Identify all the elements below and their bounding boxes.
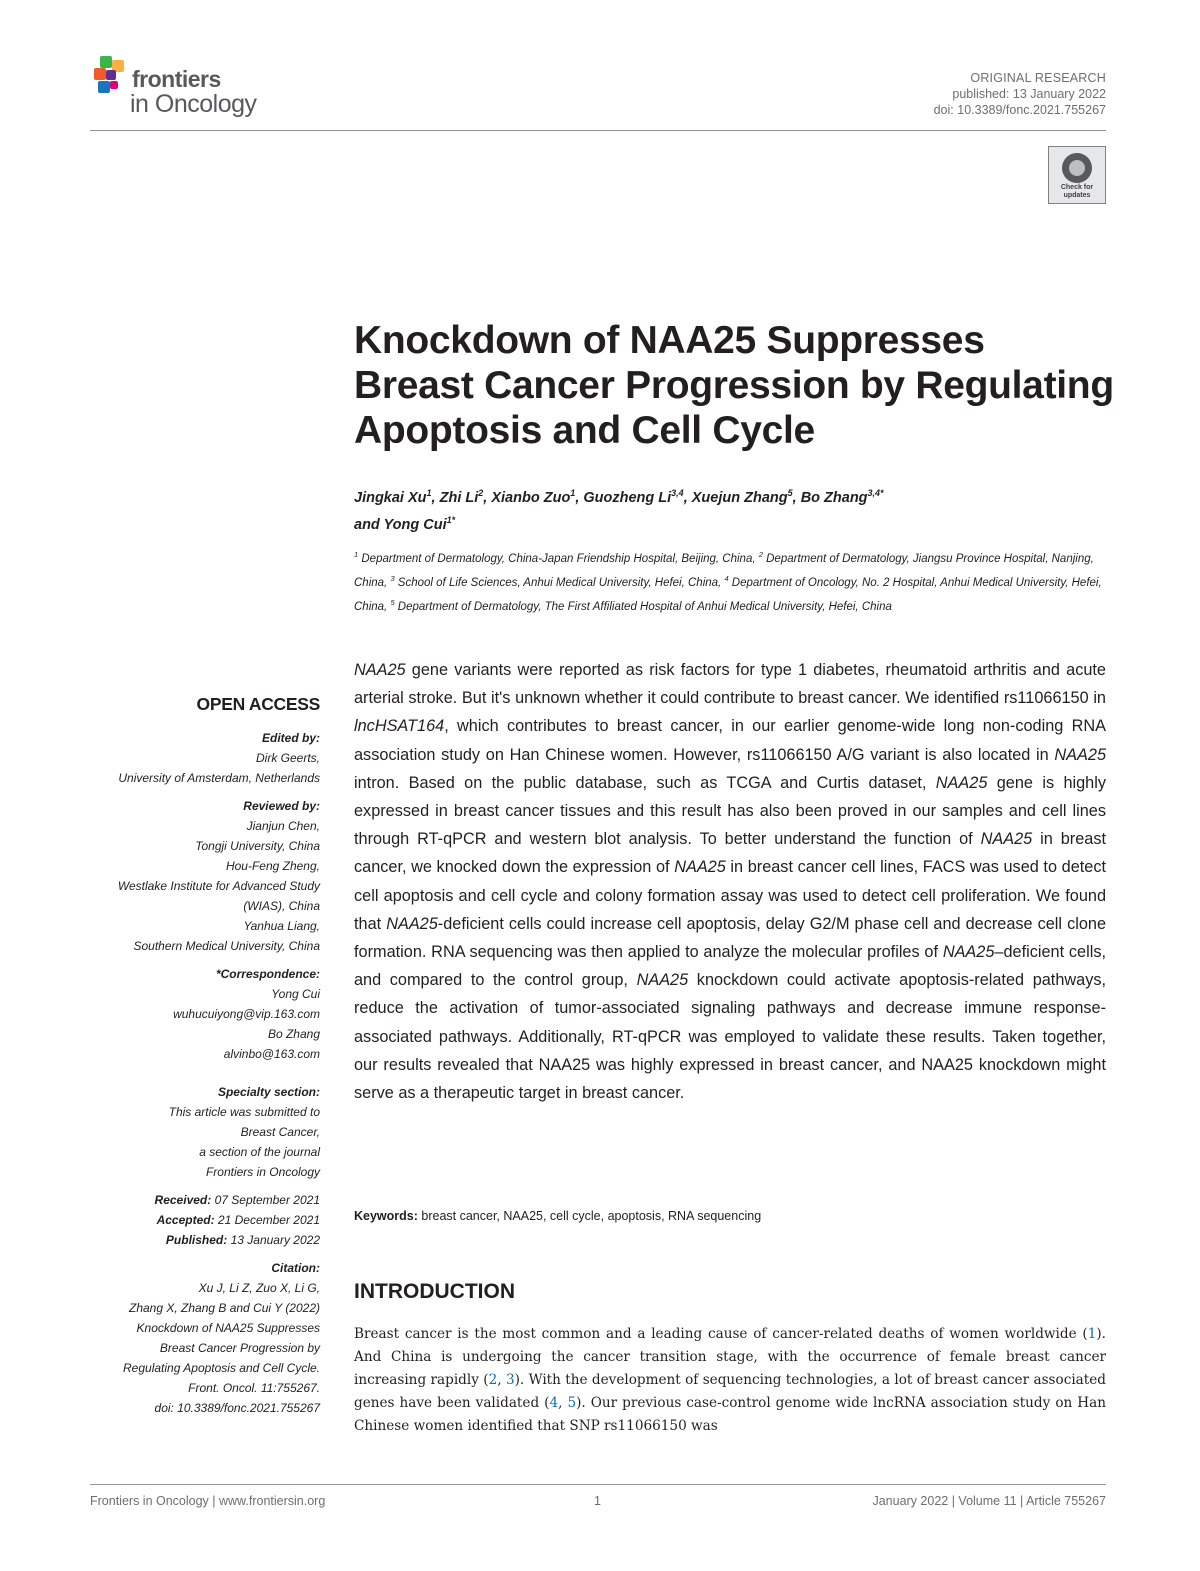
date-value: 07 September 2021	[211, 1193, 320, 1207]
article-doi[interactable]: doi: 10.3389/fonc.2021.755267	[933, 103, 1106, 117]
footer-volume-info: January 2022 | Volume 11 | Article 755267	[872, 1494, 1106, 1508]
date-label: Received:	[154, 1193, 212, 1207]
specialty-section-label: Specialty section:	[217, 1085, 320, 1099]
affiliation-list	[354, 545, 1114, 618]
sidebar-line: Dirk Geerts,	[255, 751, 320, 765]
keywords-label: Keywords:	[354, 1209, 418, 1223]
sidebar-line: Knockdown of NAA25 Suppresses	[136, 1321, 320, 1335]
abstract-text: , which contributes to breast cancer, in our earlier genome-wide long non-coding RNA association study on Han Chinese women. However, rs11066150 A/G variant is also located in	[354, 717, 1106, 764]
sidebar-line: Bo Zhang	[267, 1027, 320, 1041]
affiliation-text: Department of Dermatology, Jiangsu Province Hospital, Nanjing, China,	[354, 552, 1094, 590]
affiliation-marker: 1	[354, 550, 359, 559]
author-list: Jingkai Xu$^1$, Zhi Li$^2$, Xianbo Zuo$^1$, Guozheng Li$^{3,4}$, Xuejun Zhang$^5$, Bo Zhang$^{3,4*}$ and Yong Cui$^{1*}$	[354, 488, 884, 533]
sidebar-line: Jianjun Chen,	[246, 819, 320, 833]
gene-name: NAA25	[386, 914, 438, 933]
author-affiliation-marker: 1	[426, 488, 432, 498]
abstract	[354, 656, 1106, 1107]
article-title: Knockdown of NAA25 Suppresses Breast Cancer Progression by Regulating Apoptosis and Cell Cycle	[354, 319, 1114, 452]
abstract-text: in breast cancer, we knocked down the expression of	[354, 830, 1106, 877]
keywords-text: breast cancer, NAA25, cell cycle, apoptosis, RNA sequencing	[417, 1209, 762, 1223]
citation-lines	[90, 1278, 320, 1418]
date-row	[90, 1210, 320, 1230]
edited-by-label: Edited by:	[261, 731, 320, 745]
journal-name: in Oncology	[130, 90, 257, 118]
introduction-text: ,	[497, 1372, 506, 1388]
affiliation-marker: 4	[724, 574, 729, 584]
correspondence-lines	[90, 984, 320, 1064]
edited-by-lines	[90, 748, 320, 788]
introduction-text: ). With the development of sequencing technologies, a lot of breast cancer associated genes have been validated (	[354, 1372, 1106, 1411]
specialty-section-lines	[90, 1102, 320, 1182]
abstract-text: knockdown could activate apoptosis-related pathways, reduce the activation of tumor-associated signaling pathways and decrease immune response-associated pathways. Additionally, RT-qPCR was employed to validate these results. Taken together, our results revealed that NAA25 was highly expressed in breast cancer, and NAA25 knockdown might serve as a therapeutic target in breast cancer.	[354, 971, 1106, 1103]
citation-link[interactable]: 4	[549, 1395, 559, 1411]
article-meta	[934, 70, 1106, 118]
sidebar-line: Zhang X, Zhang B and Cui Y (2022)	[128, 1301, 320, 1315]
section-heading-introduction: INTRODUCTION	[354, 1280, 515, 1303]
author-affiliation-marker: 2	[478, 488, 484, 498]
introduction-text: ,	[558, 1395, 568, 1411]
author-affiliation-marker: 3,4*	[867, 488, 884, 498]
introduction-text: ). Our previous case-control genome wide lncRNA association study on Han Chinese women identified that SNP rs11066150 was	[354, 1395, 1106, 1434]
gene-name: NAA25	[1054, 745, 1106, 764]
sidebar-line: Yong Cui	[271, 987, 320, 1001]
sidebar-line: Breast Cancer Progression by	[159, 1341, 320, 1355]
author-name[interactable]: Xuejun Zhang	[691, 489, 788, 506]
author-affiliation-marker: 3,4	[671, 488, 684, 498]
sidebar-line: Regulating Apoptosis and Cell Cycle.	[123, 1361, 320, 1375]
sidebar-line: University of Amsterdam, Netherlands	[118, 771, 320, 785]
keywords	[354, 1207, 1106, 1225]
affiliation-marker: 5	[390, 598, 395, 608]
edited-by-block	[90, 728, 320, 788]
gene-name: lncHSAT164	[354, 717, 445, 736]
correspondence-block	[90, 964, 320, 1064]
gene-name: NAA25	[935, 773, 988, 792]
author-name[interactable]: Zhi Li	[439, 489, 479, 506]
gene-name: NAA25	[942, 943, 995, 962]
correspondence-label: *Correspondence:	[215, 967, 320, 981]
author-affiliation-marker: 5	[787, 488, 793, 498]
author-affiliation-marker: 1	[570, 488, 576, 498]
affiliation-marker: 3	[390, 574, 395, 584]
crossmark-icon	[1062, 153, 1092, 183]
sidebar-line: Front. Oncol. 11:755267.	[188, 1381, 320, 1395]
open-access-label: OPEN ACCESS	[196, 694, 320, 714]
frontiers-logo-icon	[90, 54, 132, 96]
reviewed-by-lines	[90, 816, 320, 956]
check-for-updates-button[interactable]	[1048, 146, 1106, 204]
affiliation-text: Department of Oncology, No. 2 Hospital, Anhui Medical University, Hefei, China,	[354, 577, 1102, 614]
sidebar-line: a section of the journal	[199, 1145, 320, 1159]
author-name[interactable]: and Yong Cui	[354, 516, 447, 533]
affiliation-text: Department of Dermatology, The First Affiliated Hospital of Anhui Medical University, Hefei, China	[394, 601, 892, 614]
affiliation-text: School of Life Sciences, Anhui Medical University, Hefei, China,	[394, 577, 725, 590]
reviewed-by-label: Reviewed by:	[243, 799, 320, 813]
abstract-text: gene variants were reported as risk factors for type 1 diabetes, rheumatoid arthritis and acute arterial stroke. But it's unknown whether it could contribute to breast cancer. We identified rs11066150 in	[354, 661, 1106, 708]
author-affiliation-marker: 1*	[446, 514, 456, 525]
sidebar-line: (WIAS), China	[243, 899, 320, 913]
gene-name: NAA25	[980, 830, 1033, 849]
sidebar-line: Xu J, Li Z, Zuo X, Li G,	[198, 1281, 320, 1295]
abstract-text: gene is highly expressed in breast cancer tissues and this result has also been proved in our samples and cell lines through RT-qPCR and western blot analysis. To better understand the function of	[354, 773, 1106, 849]
sidebar-line: Hou-Feng Zheng,	[225, 859, 320, 873]
published-date: published: 13 January 2022	[952, 87, 1106, 101]
journal-logo	[90, 52, 290, 124]
article-dates	[90, 1190, 320, 1250]
sidebar-line[interactable]: alvinbo@163.com	[223, 1047, 320, 1061]
article-sidebar	[90, 694, 320, 1426]
gene-name: NAA25	[674, 858, 726, 877]
author-name[interactable]: Jingkai Xu	[354, 489, 427, 506]
citation-label: Citation:	[271, 1261, 320, 1275]
sidebar-line: Breast Cancer,	[240, 1125, 320, 1139]
date-row	[90, 1230, 320, 1250]
date-value: 13 January 2022	[227, 1233, 320, 1247]
affiliation-text: Department of Dermatology, China-Japan Friendship Hospital, Beijing, China,	[358, 552, 759, 565]
reviewed-by-block	[90, 796, 320, 956]
introduction-text: ). And China is undergoing the cancer transition stage, with the occurrence of female breast cancer increasing rapidly (	[354, 1326, 1106, 1388]
sidebar-line: doi: 10.3389/fonc.2021.755267	[154, 1401, 320, 1415]
brand-name: frontiers	[132, 66, 221, 92]
citation-link[interactable]: 2	[488, 1372, 498, 1388]
page-number: 1	[594, 1494, 601, 1508]
footer-divider	[90, 1484, 1106, 1485]
specialty-section-block	[90, 1082, 320, 1182]
date-label: Published:	[165, 1233, 228, 1247]
sidebar-line: Westlake Institute for Advanced Study	[117, 879, 320, 893]
citation-link[interactable]: 1	[1087, 1326, 1097, 1342]
citation-link[interactable]: 3	[505, 1372, 515, 1388]
author-name[interactable]: Xianbo Zuo	[491, 489, 571, 506]
header-divider	[90, 130, 1106, 131]
abstract-text: -deficient cells could increase cell apoptosis, delay G2/M phase cell and decrease cell clone formation. RNA sequencing was then applied to analyze the molecular profiles of	[354, 914, 1107, 962]
sidebar-line: Yanhua Liang,	[243, 919, 320, 933]
author-name[interactable]: Guozheng Li	[583, 489, 672, 506]
article-type: ORIGINAL RESEARCH	[970, 71, 1106, 85]
abstract-text: in breast cancer cell lines, FACS was used to detect cell apoptosis and cell cycle and colony formation assay was used to detect cell proliferation. We found that	[354, 858, 1106, 933]
abstract-text: –deficient cells, and compared to the control group,	[354, 943, 1106, 990]
affiliation-marker: 2	[758, 550, 763, 559]
date-value: 21 December 2021	[214, 1213, 320, 1227]
sidebar-line[interactable]: wuhucuiyong@vip.163.com	[173, 1007, 320, 1021]
gene-name: NAA25	[636, 971, 689, 990]
abstract-text: intron. Based on the public database, such as TCGA and Curtis dataset,	[354, 773, 936, 792]
introduction-paragraph	[354, 1323, 1106, 1438]
sidebar-line: Southern Medical University, China	[133, 939, 320, 953]
citation-block	[90, 1258, 320, 1418]
gene-name: NAA25	[354, 661, 406, 679]
sidebar-line: This article was submitted to	[168, 1105, 320, 1119]
check-for-updates-label: Check for updates	[1060, 184, 1094, 199]
citation-link[interactable]: 5	[567, 1395, 577, 1411]
footer-journal-link[interactable]: Frontiers in Oncology | www.frontiersin.org	[90, 1494, 326, 1508]
introduction-text: Breast cancer is the most common and a leading cause of cancer-related deaths of women worldwide (	[354, 1326, 1088, 1342]
date-label: Accepted:	[156, 1213, 215, 1227]
sidebar-line: Tongji University, China	[195, 839, 320, 853]
date-row	[90, 1190, 320, 1210]
sidebar-line: Frontiers in Oncology	[205, 1165, 320, 1179]
author-name[interactable]: Bo Zhang	[800, 489, 868, 506]
